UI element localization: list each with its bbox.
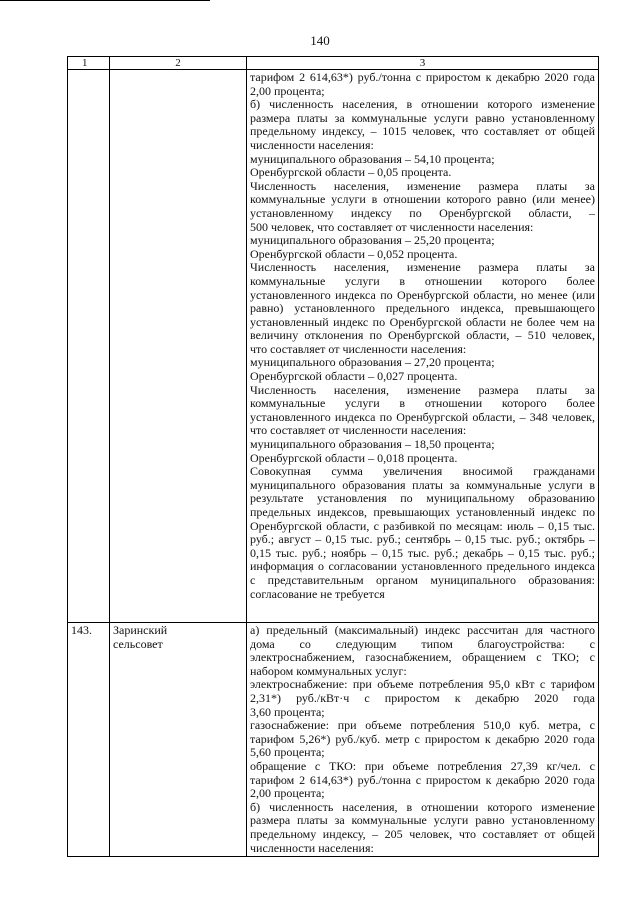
text-line: размера платы за коммунальные услуги равно установленному xyxy=(250,111,595,125)
text-lines xyxy=(250,624,595,855)
document-table xyxy=(67,56,599,857)
text-line: обращение с ТКО: при объеме потребления 27,39 кг/чел. с xyxy=(250,759,595,773)
text-line: Совокупная сумма увеличения вносимой гражданами xyxy=(250,465,595,479)
text-line: газоснабжение: при объеме потребления 510,0 куб. метра, с xyxy=(250,719,595,733)
text-line: численности населения: xyxy=(250,841,374,855)
text-line: установленного индекса по Оренбургской области, но менее (или xyxy=(250,288,595,302)
text-line: предельному индексу, – 205 человек, что составляет от общей xyxy=(250,827,595,841)
header-col-3: 3 xyxy=(247,57,599,70)
text-line: размера платы за коммунальные услуги равно установленному xyxy=(250,814,595,828)
description-cell xyxy=(247,623,599,857)
text-line: 2,31*) руб./кВт·ч с приростом к декабрю 2020 года xyxy=(250,691,595,705)
text-line: коммунальные услуги в отношении которого более xyxy=(250,274,595,288)
top-rule xyxy=(0,0,210,1)
row-number-cell: 143. xyxy=(68,623,110,857)
text-line: установленного индекса по Оренбургской области, – 348 человек, xyxy=(250,410,595,424)
text-line: набором коммунальных услуг: xyxy=(250,664,407,678)
text-line: муниципального образования платы за коммунальные услуги в xyxy=(250,478,595,492)
text-line: предельному индексу, – 1015 человек, что составляет от общей xyxy=(250,125,595,139)
table-row xyxy=(68,623,599,857)
text-line: муниципального образования – 27,20 процента; xyxy=(250,356,495,370)
text-line: Оренбургской области – 0,05 процента. xyxy=(250,166,452,180)
text-line: 5,60 процента; xyxy=(250,746,325,760)
text-line: Оренбургской области – 0,018 процента. xyxy=(250,451,458,465)
text-line: Оренбургской области, с разбивкой по месяцам: июль – 0,15 тыс. xyxy=(250,519,595,533)
text-line: с представительным органом муниципального образования: xyxy=(250,573,595,587)
text-line: предельных индексов, превышающих установленный индекс по xyxy=(250,506,595,519)
text-line: руб.; август – 0,15 тыс. руб.; сентябрь – 0,15 тыс. руб.; октябрь – xyxy=(250,533,595,547)
text-line: Численность населения, изменение размера платы за xyxy=(250,179,595,193)
municipality-name-line: Заринский xyxy=(113,624,168,637)
header-col-1: 1 xyxy=(68,57,110,70)
text-line: тарифом 5,26*) руб./куб. метр с приростом к декабрю 2020 года xyxy=(250,732,595,746)
text-line: 500 человек, что составляет от численности населения: xyxy=(250,220,534,234)
text-line: муниципального образования – 54,10 процента; xyxy=(250,152,495,166)
text-line: а) предельный (максимальный) индекс рассчитан для частного xyxy=(250,624,595,637)
text-line: что составляет от численности населения: xyxy=(250,342,467,356)
text-line: б) численность населения, в отношении которого изменение xyxy=(250,98,595,112)
text-line: Численность населения, изменение размера платы за xyxy=(250,261,595,275)
text-line: что составляет от численности населения: xyxy=(250,424,467,438)
text-line: равно) установленного предельного индекса, превышающего xyxy=(250,302,595,316)
text-line: дома со следующим типом благоустройства: с xyxy=(250,637,595,651)
text-line: установленному индексу по Оренбургской области, – xyxy=(250,206,595,220)
text-line: 2,00 процента; xyxy=(250,787,325,801)
text-line: электроснабжение: при объеме потребления 95,0 кВт с тарифом xyxy=(250,678,595,692)
text-line: муниципального образования – 18,50 процента; xyxy=(250,438,495,452)
table-header-row xyxy=(68,57,599,70)
table-row xyxy=(68,70,599,623)
text-line: Оренбургской области – 0,027 процента. xyxy=(250,370,458,384)
municipality-name-line: сельсовет xyxy=(113,637,163,651)
text-line: 3,60 процента; xyxy=(250,705,325,719)
text-line: Оренбургской области – 0,052 процента. xyxy=(250,247,458,261)
text-line: численности населения: xyxy=(250,138,374,152)
text-line: величину отклонения по Оренбургской области, – 510 человек, xyxy=(250,329,595,343)
text-line: муниципального образования – 25,20 процента; xyxy=(250,234,495,248)
header-col-2: 2 xyxy=(110,57,247,70)
text-line: электроснабжением, газоснабжением, обращением с ТКО; с xyxy=(250,651,595,665)
row-number-cell xyxy=(68,70,110,623)
municipality-cell xyxy=(110,70,247,623)
text-line: коммунальные услуги в отношении которого равно (или менее) xyxy=(250,193,595,207)
text-line: 2,00 процента; xyxy=(250,84,325,98)
text-line: тарифом 2 614,63*) руб./тонна с приростом к декабрю 2020 года xyxy=(250,71,595,84)
text-line: тарифом 2 614,63*) руб./тонна с приростом к декабрю 2020 года xyxy=(250,773,595,787)
text-line: результате установления по муниципальному образованию xyxy=(250,492,595,506)
text-line: Численность населения, изменение размера платы за xyxy=(250,383,595,397)
text-lines xyxy=(250,71,595,601)
text-line: 0,15 тыс. руб.; ноябрь – 0,15 тыс. руб.; декабрь – 0,15 тыс. руб.; xyxy=(250,546,595,560)
text-line: установленный индекс по Оренбургской области не более чем на xyxy=(250,315,595,329)
municipality-cell xyxy=(110,623,247,857)
text-line: коммунальные услуги в отношении которого более xyxy=(250,397,595,411)
description-cell xyxy=(247,70,599,623)
page-number: 140 xyxy=(310,33,330,48)
text-line: б) численность населения, в отношении которого изменение xyxy=(250,800,595,814)
text-line: согласование не требуется xyxy=(250,587,385,601)
text-line: информация о согласовании установленного предельного индекса xyxy=(250,560,595,574)
